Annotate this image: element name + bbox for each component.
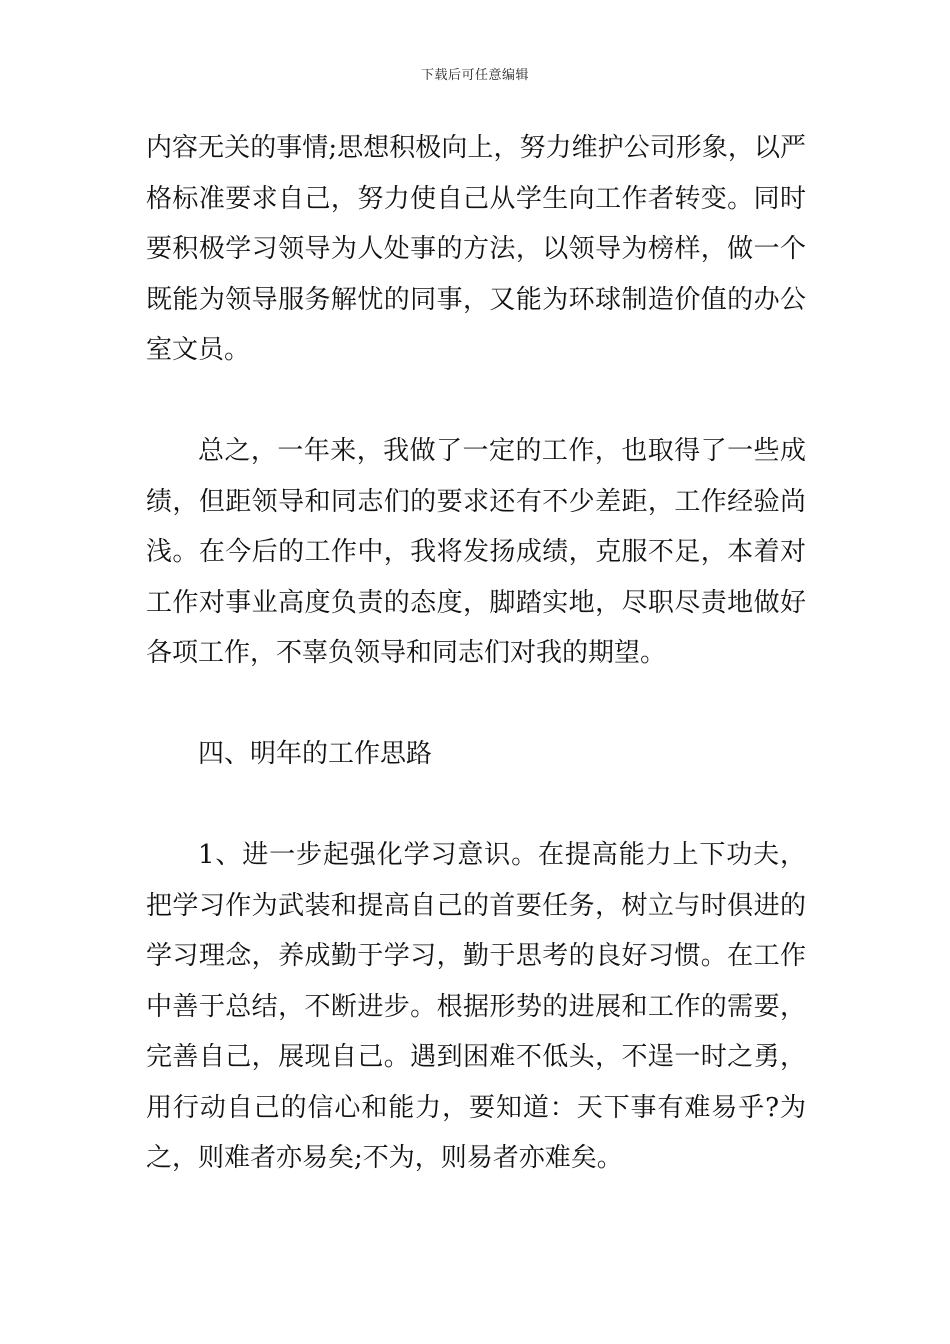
section-heading: 四、明年的工作思路 <box>198 739 433 769</box>
paragraph-item-1: 1、进一步起强化学习意识。在提高能力上下功夫，把学习作为武装和提高自己的首要任务，树立与时俱进的学习理念，养成勤于学习，勤于思考的良好习惯。在工作中善于总结，不断进步。根据形势的进展和工作的需要，完善自己，展现自己。遇到困难不低头，不逞一时之勇，用行动自己的信心和能力，要知道：天下事有难易乎?为之，则难者亦易矣;不为，则易者亦难矣。 <box>146 840 806 1173</box>
document-body <box>146 123 806 1184</box>
page-header: 下载后可任意编辑 <box>420 68 529 83</box>
paragraph-continuation: 内容无关的事情;思想积极向上，努力维护公司形象，以严格标准要求自己，努力使自己从学生向工作者转变。同时要积极学习领导为人处事的方法，以领导为榜样，做一个既能为领导服务解忧的同事，又能为环球制造价值的办公室文员。 <box>146 133 806 365</box>
paragraph-summary: 总之，一年来，我做了一定的工作，也取得了一些成绩，但距领导和同志们的要求还有不少差距，工作经验尚浅。在今后的工作中，我将发扬成绩，克服不足，本着对工作对事业高度负责的态度，脚踏实地，尽职尽责地做好各项工作，不辜负领导和同志们对我的期望。 <box>146 436 806 668</box>
